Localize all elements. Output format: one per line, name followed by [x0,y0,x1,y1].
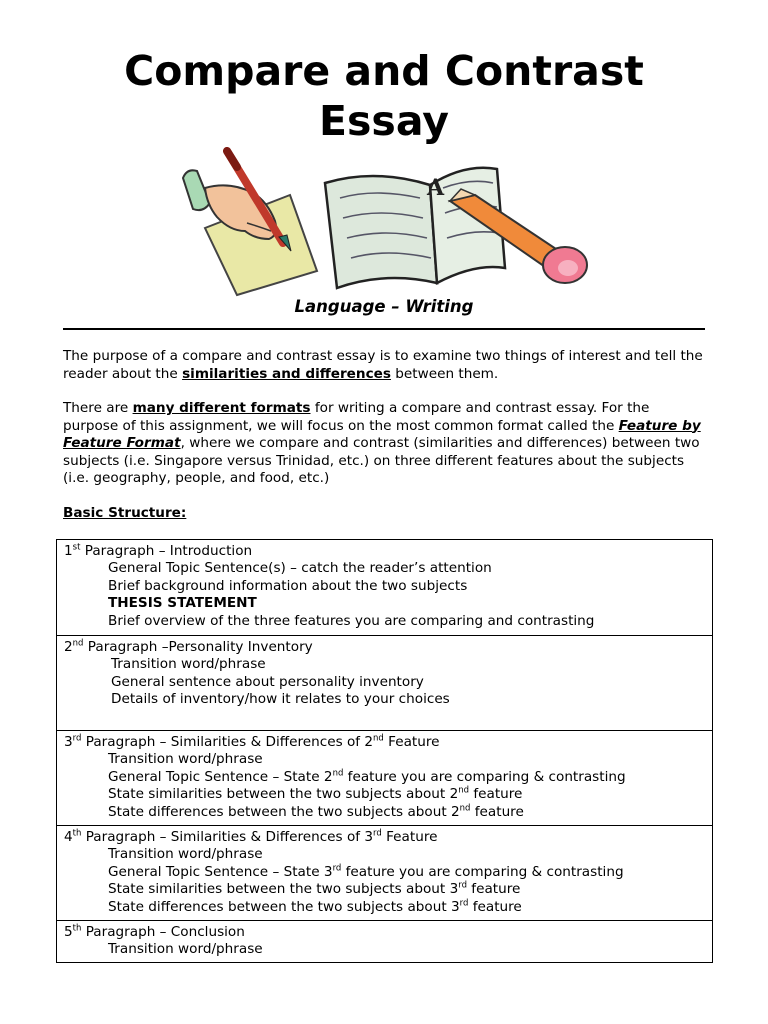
row-heading: 1st Paragraph – Introduction [64,542,253,559]
row-item: Transition word/phrase [108,751,263,768]
row-item: State similarities between the two subjects about 3rd feature [108,880,521,898]
title-line-2: Essay [319,97,449,145]
row-item: General Topic Sentence – State 2nd feature you are comparing & contrasting [108,768,626,785]
row-item: Details of inventory/how it relates to your choices [111,691,450,708]
intro-text: for writing a compare and contrast essay. For the purpose of this assignment, we will focus on the most common format called the [63,400,650,434]
intro-text: The purpose of a compare and contrast essay is to examine two things of interest and tell the reader about the [63,348,703,382]
row-item: Transition word/phrase [108,941,263,958]
title-divider [63,328,705,330]
row-item: Transition word/phrase [108,846,263,863]
row-item: General sentence about personality inventory [111,673,424,690]
row-item: Brief background information about the two subjects [108,577,468,594]
row-heading: 4th Paragraph – Similarities & Differences of 3rd Feature [64,828,438,845]
intro-text: There are [63,400,133,416]
structure-row-introduction [57,540,712,635]
basic-structure-heading: Basic Structure: [63,505,187,521]
structure-row-third-feature [57,825,712,920]
page-subtitle: Language – Writing [294,297,474,316]
row-item: State similarities between the two subjects about 2nd feature [108,785,523,803]
row-heading: 3rd Paragraph – Similarities & Differences of 2nd Feature [64,733,440,750]
row-item: State differences between the two subjects about 2nd feature [108,803,524,820]
row-heading: 5th Paragraph – Conclusion [64,923,245,940]
emphasis-text: similarities and differences [182,365,391,382]
row-item: THESIS STATEMENT [108,595,257,612]
svg-text:A: A [427,175,445,201]
page-title [0,46,768,146]
row-item: Transition word/phrase [111,656,266,673]
row-item: General Topic Sentence(s) – catch the reader’s attention [108,560,492,577]
emphasis-text: many different formats [132,400,311,416]
intro-text: , where we compare and contrast (similarities and differences) between two subjects (i.e. Singapore versus Trinidad, etc.) on three different features about the subjects (i.e. geography, people, and food, etc.) [63,435,700,486]
structure-row-conclusion [57,920,712,962]
intro-text: between them. [390,365,499,382]
structure-row-second-feature [57,730,712,825]
title-line-1: Compare and Contrast [124,47,644,95]
writing-clipart-illustration [175,143,595,298]
structure-table [56,539,713,963]
intro-paragraph-2 [63,400,708,488]
structure-row-personality-inventory [57,635,712,730]
row-item: State differences between the two subjects about 3rd feature [108,898,522,915]
row-item: Brief overview of the three features you are comparing and contrasting [108,612,595,629]
emphasis-text: Feature by Feature Format [63,417,701,451]
row-item: General Topic Sentence – State 3rd feature you are comparing & contrasting [108,863,624,880]
intro-paragraph-1 [63,348,708,383]
row-heading: 2nd Paragraph –Personality Inventory [64,638,313,655]
